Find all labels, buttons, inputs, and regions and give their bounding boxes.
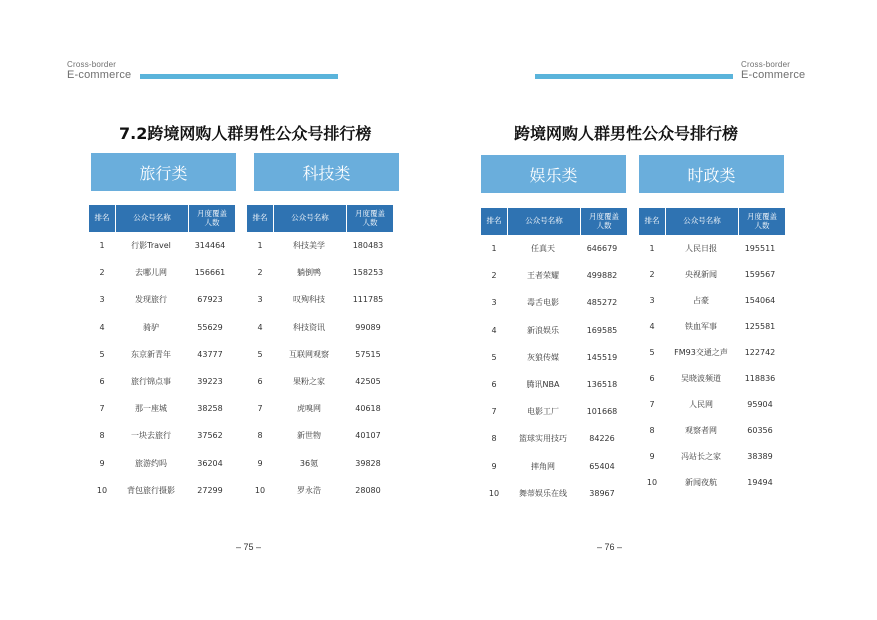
monthly-reach-cell: 38967	[589, 488, 615, 498]
monthly-reach-cell: 125581	[744, 321, 776, 331]
monthly-reach-cell: 67923	[197, 295, 223, 305]
table-row	[247, 341, 393, 368]
account-name-cell: 电影工厂	[527, 407, 559, 417]
monthly-reach-cell: 36204	[197, 458, 223, 468]
account-name-cell: 旅游约吗	[135, 458, 167, 468]
rank-cell: 3	[257, 295, 263, 305]
monthly-reach-cell: 95904	[747, 399, 773, 409]
rank-cell: 4	[649, 321, 655, 331]
table-row	[247, 395, 393, 422]
brand-line1: Cross-border	[67, 60, 117, 69]
account-name-cell: 果粉之家	[293, 377, 325, 387]
account-name-cell: 一块去旅行	[131, 431, 171, 441]
monthly-reach-cell: 99089	[355, 322, 381, 332]
account-name-cell: FM93交通之声	[674, 347, 728, 357]
table-row	[481, 425, 627, 452]
rank-cell: 3	[99, 295, 105, 305]
col-rank-header: 排名	[481, 208, 507, 235]
rank-cell: 8	[649, 425, 655, 435]
monthly-reach-cell: 84226	[589, 434, 615, 444]
col-monthly-reach-header: 月度覆盖 人数	[738, 208, 785, 235]
rank-cell: 5	[99, 349, 105, 359]
account-name-cell: 任真天	[531, 244, 555, 254]
table-row	[481, 317, 627, 344]
table-row	[89, 368, 235, 395]
account-name-cell: 铁血军事	[685, 321, 717, 331]
rank-cell: 8	[99, 431, 105, 441]
table-row	[247, 450, 393, 477]
account-name-cell: 央视新闻	[685, 269, 717, 279]
monthly-reach-cell: 38389	[747, 451, 773, 461]
monthly-reach-cell: 43777	[197, 349, 223, 359]
account-name-cell: 叹殉科技	[293, 295, 325, 305]
account-name-cell: 互联网观察	[289, 349, 329, 359]
table-row	[639, 469, 785, 495]
ranking-table	[89, 205, 235, 504]
rank-cell: 7	[649, 399, 655, 409]
table-row	[89, 422, 235, 449]
table-row	[89, 341, 235, 368]
account-name-cell: 新闻夜航	[685, 477, 717, 487]
monthly-reach-cell: 136518	[586, 380, 618, 390]
account-name-cell: 吴晓波频道	[681, 373, 721, 383]
account-name-cell: 观察者网	[685, 425, 717, 435]
table-row	[89, 477, 235, 504]
account-name-cell: 新浪娱乐	[527, 325, 559, 335]
rank-cell: 1	[491, 244, 497, 254]
account-name-cell: 科技美学	[293, 241, 325, 251]
account-name-cell: 那一座城	[135, 404, 167, 414]
col-account-name-header: 公众号名称	[273, 205, 346, 232]
rank-cell: 1	[99, 241, 105, 251]
page-title-left: 7.2跨境网购人群男性公众号排行榜	[119, 124, 372, 143]
account-name-cell: 骑驴	[143, 322, 159, 332]
rank-cell: 6	[491, 380, 497, 390]
account-name-cell: 虎嗅网	[297, 404, 321, 414]
rank-cell: 9	[649, 451, 655, 461]
table-row	[639, 313, 785, 339]
monthly-reach-cell: 38258	[197, 404, 223, 414]
rank-cell: 5	[257, 349, 263, 359]
rank-cell: 10	[96, 485, 108, 495]
account-name-cell: 腾讯NBA	[526, 380, 560, 390]
account-name-cell: 新世物	[297, 431, 321, 441]
brand-logo-left	[67, 61, 131, 81]
rank-cell: 9	[491, 461, 497, 471]
table-row	[247, 368, 393, 395]
account-name-cell: 东京新青年	[131, 349, 171, 359]
table-row	[89, 232, 235, 259]
account-name-cell: 36氪	[299, 458, 319, 468]
brand-line2: E-commerce	[67, 69, 132, 81]
rank-cell: 6	[649, 373, 655, 383]
monthly-reach-cell: 195511	[744, 243, 776, 253]
monthly-reach-cell: 485272	[586, 298, 618, 308]
monthly-reach-cell: 158253	[352, 268, 384, 278]
account-name-cell: 冯站长之家	[681, 451, 721, 461]
header-bar-left	[140, 74, 338, 79]
col-account-name-header: 公众号名称	[507, 208, 580, 235]
monthly-reach-cell: 39828	[355, 458, 381, 468]
table-row	[639, 261, 785, 287]
monthly-reach-cell: 156661	[194, 268, 226, 278]
rank-cell: 10	[254, 485, 266, 495]
table-header	[639, 208, 785, 235]
monthly-reach-cell: 118836	[744, 373, 776, 383]
monthly-reach-cell: 499882	[586, 271, 618, 281]
account-name-cell: 摔角网	[531, 461, 555, 471]
rank-cell: 9	[257, 458, 263, 468]
rank-cell: 3	[491, 298, 497, 308]
col-rank-header: 排名	[247, 205, 273, 232]
rank-cell: 4	[99, 322, 105, 332]
monthly-reach-cell: 57515	[355, 349, 381, 359]
table-header	[481, 208, 627, 235]
rank-cell: 5	[491, 352, 497, 362]
ranking-table	[639, 208, 785, 495]
monthly-reach-cell: 27299	[197, 485, 223, 495]
rank-cell: 3	[649, 295, 655, 305]
monthly-reach-cell: 40618	[355, 404, 381, 414]
page-title-right: 跨境网购人群男性公众号排行榜	[514, 124, 739, 143]
rank-cell: 4	[491, 325, 497, 335]
monthly-reach-cell: 180483	[352, 241, 384, 251]
monthly-reach-cell: 646679	[586, 244, 618, 254]
table-row	[481, 398, 627, 425]
ranking-table	[481, 208, 627, 507]
monthly-reach-cell: 55629	[197, 322, 223, 332]
table-row	[481, 289, 627, 316]
rank-cell: 10	[488, 488, 500, 498]
account-name-cell: 王者荣耀	[527, 271, 559, 281]
rank-cell: 2	[257, 268, 263, 278]
rank-cell: 10	[646, 477, 658, 487]
account-name-cell: 行影Travel	[131, 241, 171, 251]
monthly-reach-cell: 159567	[744, 269, 776, 279]
rank-cell: 2	[491, 271, 497, 281]
table-row	[481, 344, 627, 371]
monthly-reach-cell: 145519	[586, 352, 618, 362]
rank-cell: 2	[649, 269, 655, 279]
category-banner-entertainment: 娱乐类	[481, 155, 626, 193]
table-row	[481, 480, 627, 507]
col-account-name-header: 公众号名称	[665, 208, 738, 235]
rank-cell: 5	[649, 347, 655, 357]
table-header	[89, 205, 235, 232]
table-row	[89, 286, 235, 313]
monthly-reach-cell: 101668	[586, 407, 618, 417]
table-row	[481, 371, 627, 398]
monthly-reach-cell: 169585	[586, 325, 618, 335]
col-monthly-reach-header: 月度覆盖 人数	[188, 205, 235, 232]
col-rank-header: 排名	[89, 205, 115, 232]
rank-cell: 8	[257, 431, 263, 441]
table-row	[481, 453, 627, 480]
page-number-right: – 76 –	[597, 542, 623, 552]
category-banner-tech: 科技类	[254, 153, 399, 191]
table-row	[247, 314, 393, 341]
header-bar-right	[535, 74, 733, 79]
table-row	[481, 262, 627, 289]
account-name-cell: 背包旅行摄影	[127, 485, 175, 495]
monthly-reach-cell: 122742	[744, 347, 776, 357]
monthly-reach-cell: 60356	[747, 425, 773, 435]
table-row	[89, 450, 235, 477]
brand-logo-right	[741, 61, 805, 81]
table-row	[89, 395, 235, 422]
page-number-left: – 75 –	[236, 542, 262, 552]
rank-cell: 6	[99, 377, 105, 387]
col-monthly-reach-header: 月度覆盖 人数	[346, 205, 393, 232]
monthly-reach-cell: 40107	[355, 431, 381, 441]
monthly-reach-cell: 154064	[744, 295, 776, 305]
monthly-reach-cell: 314464	[194, 241, 226, 251]
account-name-cell: 篮球实用技巧	[519, 434, 567, 444]
rank-cell: 7	[491, 407, 497, 417]
table-row	[639, 235, 785, 261]
brand-line1: Cross-border	[741, 60, 791, 69]
col-account-name-header: 公众号名称	[115, 205, 188, 232]
table-row	[247, 259, 393, 286]
account-name-cell: 去哪儿网	[135, 268, 167, 278]
rank-cell: 1	[257, 241, 263, 251]
col-rank-header: 排名	[639, 208, 665, 235]
category-banner-travel: 旅行类	[91, 153, 236, 191]
table-row	[247, 286, 393, 313]
account-name-cell: 人民网	[689, 399, 713, 409]
account-name-cell: 旅行锦点事	[131, 377, 171, 387]
account-name-cell: 科技资讯	[293, 322, 325, 332]
table-row	[639, 287, 785, 313]
monthly-reach-cell: 19494	[747, 477, 773, 487]
account-name-cell: 占豪	[693, 295, 709, 305]
rank-cell: 6	[257, 377, 263, 387]
rank-cell: 7	[257, 404, 263, 414]
monthly-reach-cell: 37562	[197, 431, 223, 441]
account-name-cell: 人民日报	[685, 243, 717, 253]
brand-line2: E-commerce	[741, 69, 806, 81]
account-name-cell: 舞蒂娱乐在线	[519, 488, 567, 498]
account-name-cell: 躺倒鸭	[297, 268, 321, 278]
account-name-cell: 发现旅行	[135, 295, 167, 305]
account-name-cell: 毒舌电影	[527, 298, 559, 308]
account-name-cell: 罗永浩	[297, 485, 321, 495]
rank-cell: 7	[99, 404, 105, 414]
rank-cell: 8	[491, 434, 497, 444]
rank-cell: 4	[257, 322, 263, 332]
table-row	[639, 417, 785, 443]
monthly-reach-cell: 65404	[589, 461, 615, 471]
rank-cell: 9	[99, 458, 105, 468]
table-row	[89, 259, 235, 286]
table-row	[639, 391, 785, 417]
table-header	[247, 205, 393, 232]
monthly-reach-cell: 28080	[355, 485, 381, 495]
rank-cell: 1	[649, 243, 655, 253]
table-row	[639, 443, 785, 469]
ranking-table	[247, 205, 393, 504]
monthly-reach-cell: 42505	[355, 377, 381, 387]
account-name-cell: 灰狼传媒	[527, 352, 559, 362]
table-row	[639, 339, 785, 365]
table-row	[89, 314, 235, 341]
table-row	[481, 235, 627, 262]
rank-cell: 2	[99, 268, 105, 278]
category-banner-politics: 时政类	[639, 155, 784, 193]
monthly-reach-cell: 39223	[197, 377, 223, 387]
table-row	[247, 422, 393, 449]
col-monthly-reach-header: 月度覆盖 人数	[580, 208, 627, 235]
table-row	[247, 477, 393, 504]
table-row	[247, 232, 393, 259]
monthly-reach-cell: 111785	[352, 295, 384, 305]
table-row	[639, 365, 785, 391]
